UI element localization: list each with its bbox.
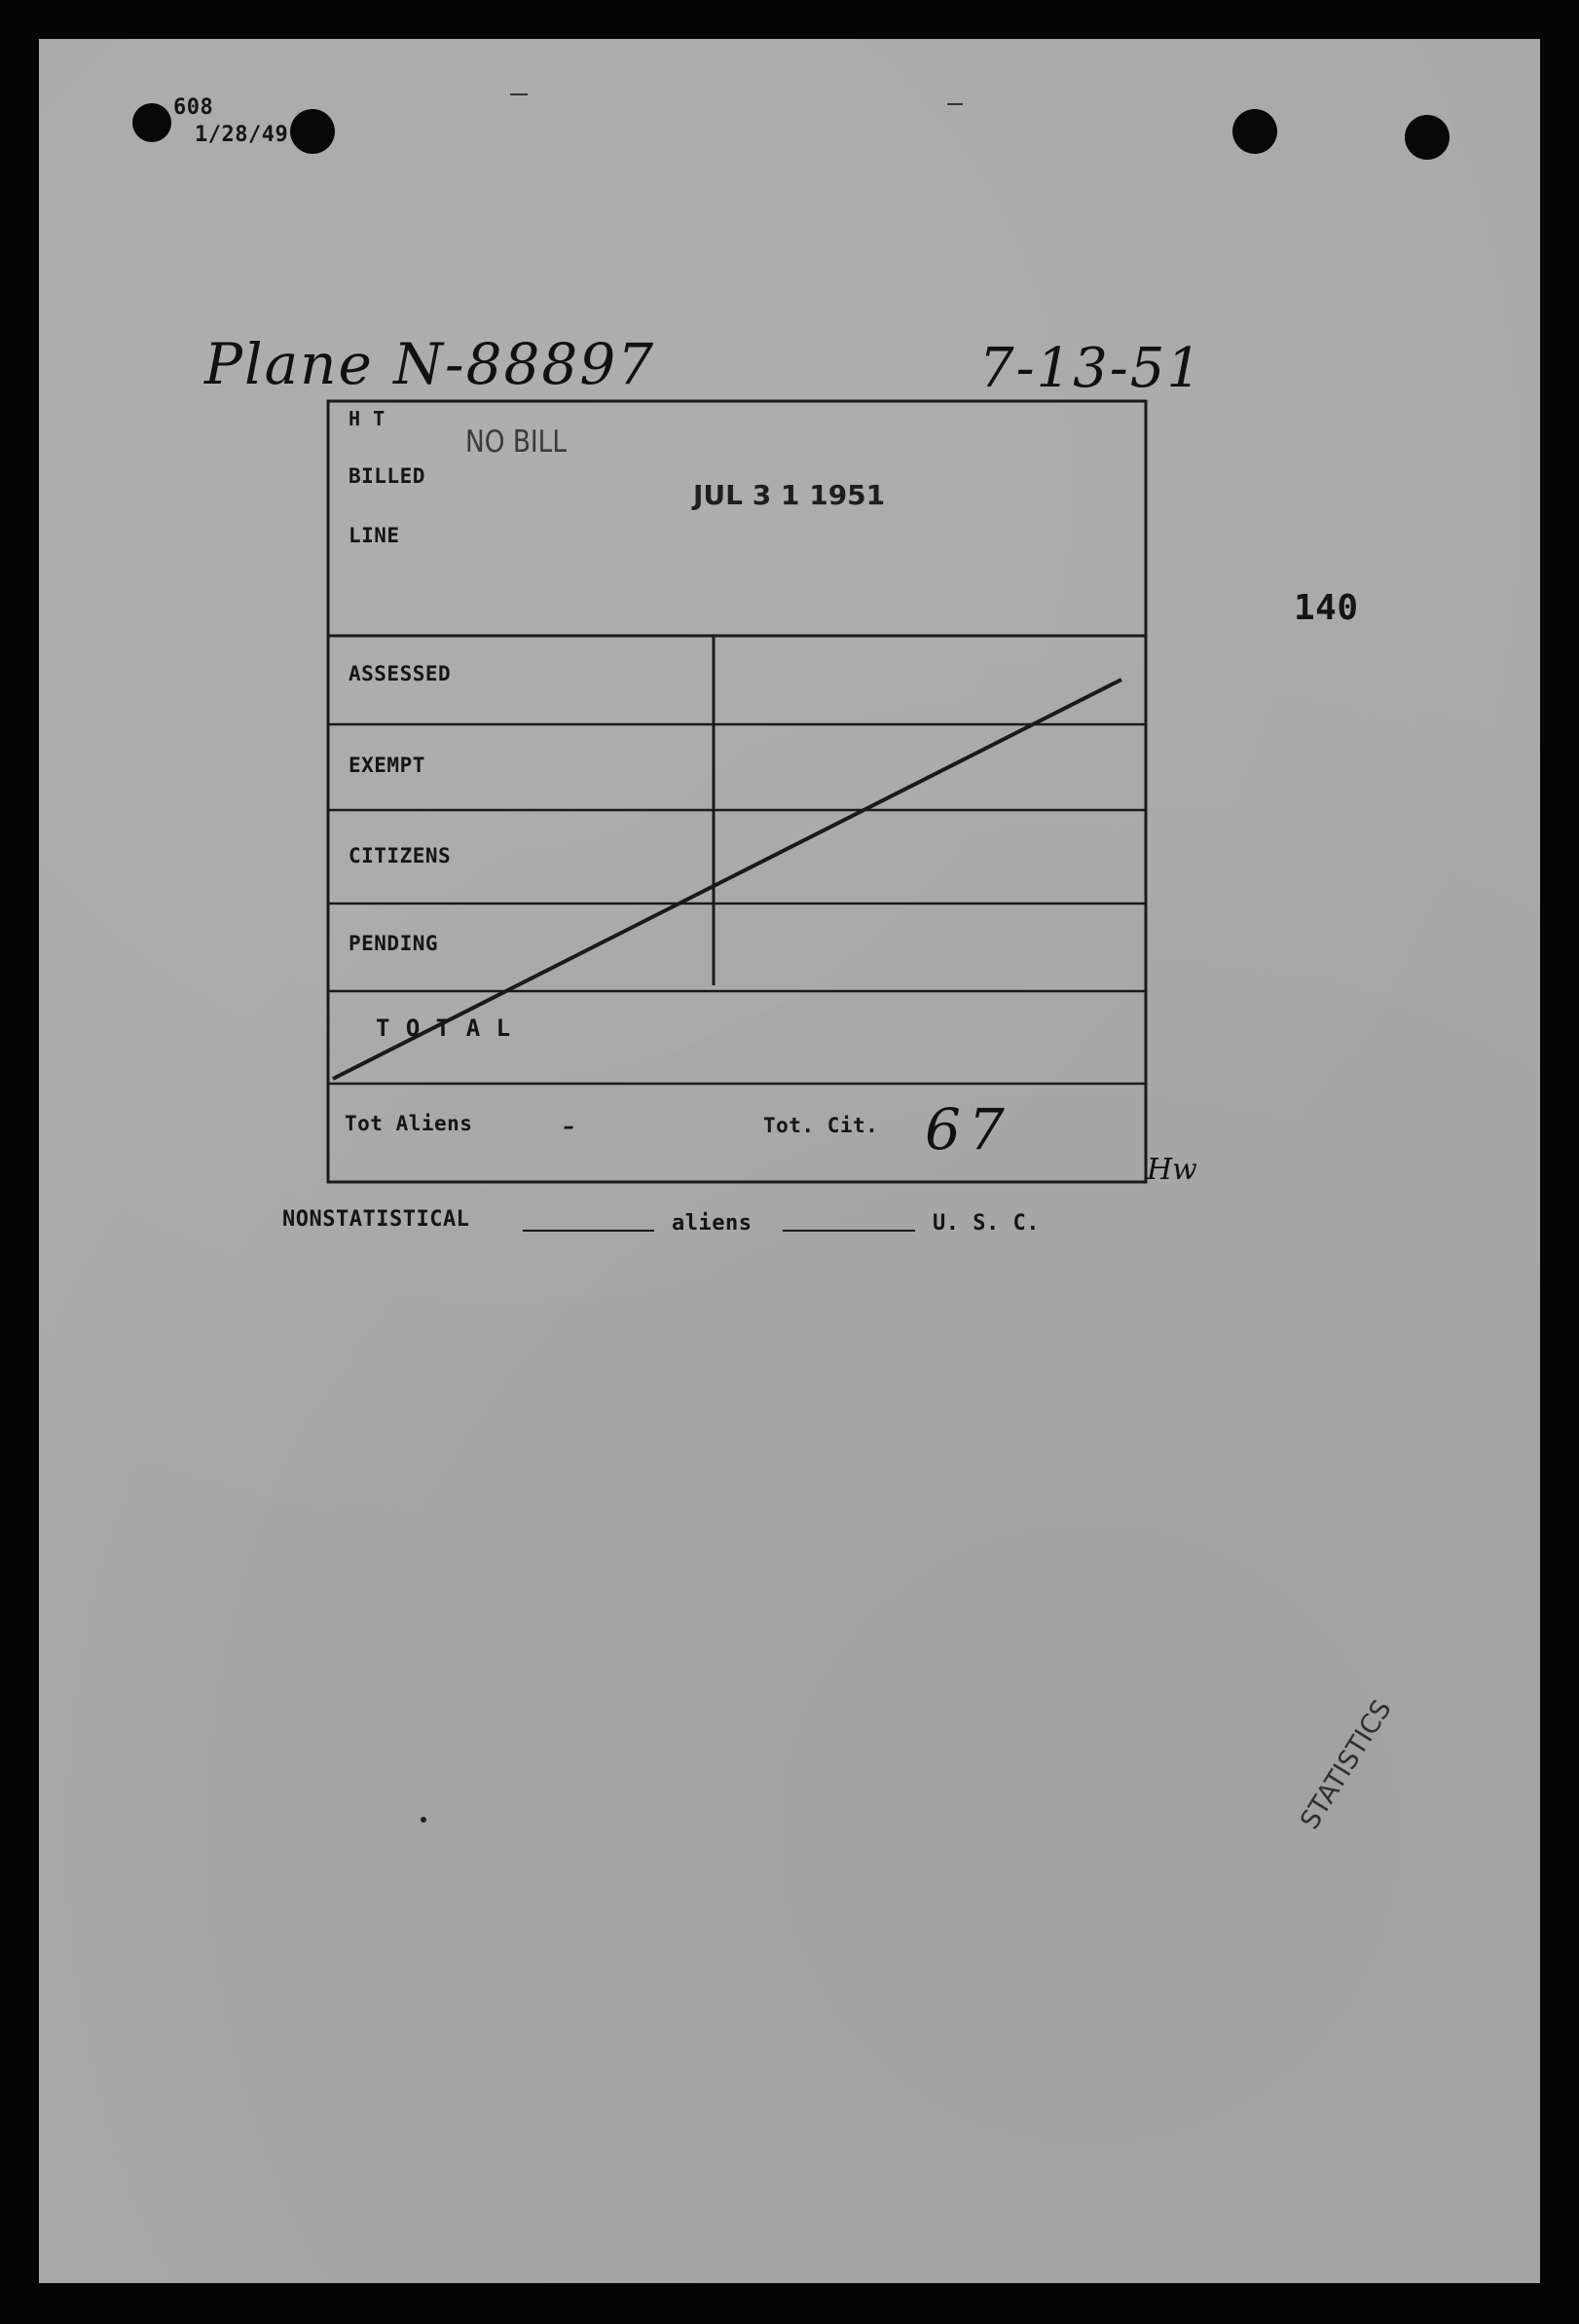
speck xyxy=(510,93,528,95)
nonstatistical-label: NONSTATISTICAL xyxy=(282,1207,470,1232)
usc-label: U. S. C. xyxy=(933,1211,1040,1236)
ht-label: H T xyxy=(349,407,386,430)
tot-cit-value: 67 xyxy=(925,1096,1012,1162)
form-grid xyxy=(39,39,1540,2283)
tot-aliens-value: - xyxy=(563,1106,575,1146)
billed-label: BILLED xyxy=(349,464,425,488)
line-label: LINE xyxy=(349,524,400,547)
exempt-label: EXEMPT xyxy=(349,754,425,777)
date-handwritten: 7-13-51 xyxy=(979,337,1203,400)
speck xyxy=(421,1817,426,1823)
assessed-label: ASSESSED xyxy=(349,662,452,685)
tot-aliens-label: Tot Aliens xyxy=(345,1112,473,1135)
page-number: 140 xyxy=(1294,588,1359,628)
statistics-stamp: STATISTICS xyxy=(1295,1694,1398,1835)
pending-label: PENDING xyxy=(349,932,439,955)
tot-cit-label: Tot. Cit. xyxy=(763,1114,879,1137)
citizens-label: CITIZENS xyxy=(349,844,452,867)
corner-form-number: 608 xyxy=(173,95,214,120)
date-received-stamp: JUL 3 1 1951 xyxy=(693,479,886,511)
total-label: T O T A L xyxy=(376,1014,512,1042)
corner-form-date: 1/28/49 xyxy=(195,123,289,147)
aliens-label: aliens xyxy=(672,1211,753,1236)
speck xyxy=(947,103,963,105)
no-bill-stamp: NO BILL xyxy=(465,424,568,460)
initials-handwritten: Hw xyxy=(1147,1153,1197,1187)
plane-number-handwritten: Plane N-88897 xyxy=(204,331,656,397)
document-page xyxy=(39,39,1540,2283)
form-outer-box xyxy=(328,401,1146,1182)
